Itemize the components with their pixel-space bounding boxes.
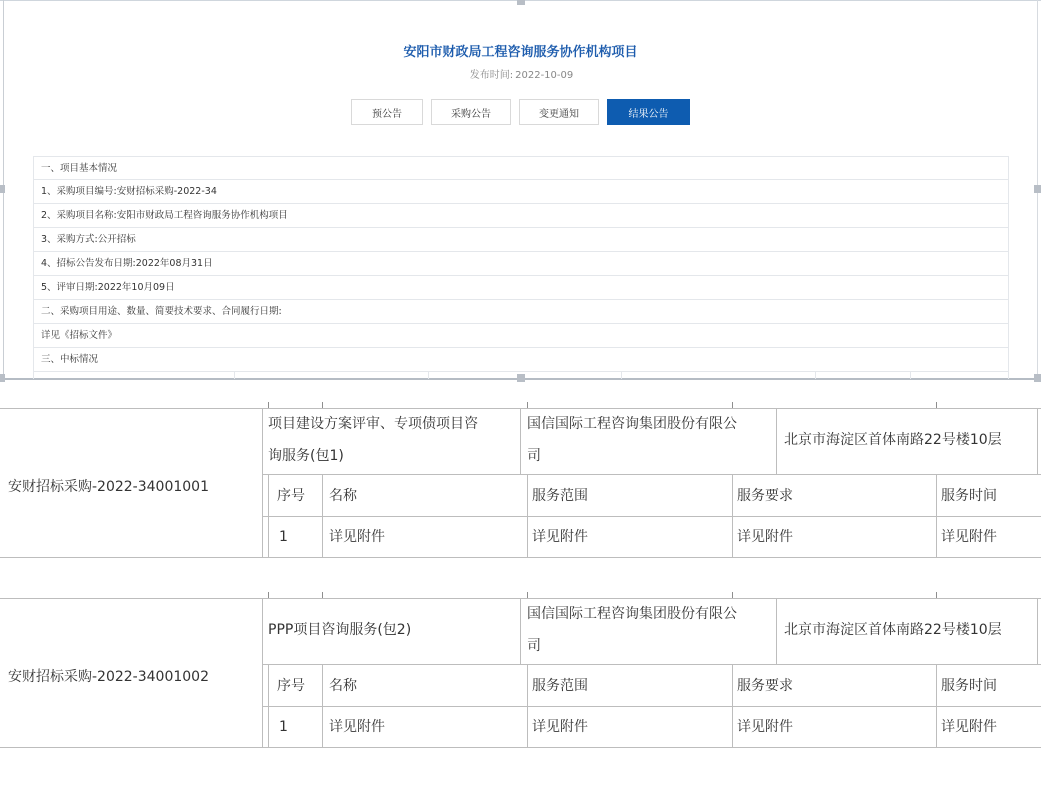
header-seq: 序号 xyxy=(277,678,305,694)
package-block-2 xyxy=(0,570,1041,755)
header-name: 名称 xyxy=(329,488,357,504)
project-name: 项目建设方案评审、专项债项目咨 xyxy=(268,416,478,432)
package-number: 安财招标采购-2022-34001002 xyxy=(8,669,209,685)
row-seq: 1 xyxy=(279,719,288,735)
supplier-name: 国信国际工程咨询集团股份有限公 xyxy=(527,416,737,432)
page-title: 安阳市财政局工程咨询服务协作机构项目 xyxy=(403,45,638,60)
header-seq: 序号 xyxy=(277,488,305,504)
info-row: 详见《招标文件》 xyxy=(33,324,1009,348)
info-row: 2、采购项目名称:安阳市财政局工程咨询服务协作机构项目 xyxy=(33,204,1009,228)
resize-handle-right[interactable] xyxy=(1034,185,1041,193)
supplier-name-cont: 司 xyxy=(527,638,541,654)
tab-result-notice[interactable]: 结果公告 xyxy=(607,99,690,125)
row-requirement: 详见附件 xyxy=(737,529,793,545)
row-name: 详见附件 xyxy=(329,529,385,545)
header-scope: 服务范围 xyxy=(532,488,588,504)
resize-handle-left[interactable] xyxy=(0,185,5,193)
row-name: 详见附件 xyxy=(329,719,385,735)
info-row: 三、中标情况 xyxy=(33,348,1009,372)
header-requirement: 服务要求 xyxy=(737,678,793,694)
tab-procurement-notice[interactable]: 采购公告 xyxy=(431,99,511,125)
notice-tabs xyxy=(351,99,690,125)
info-row: 一、项目基本情况 xyxy=(33,156,1009,180)
project-name: PPP项目咨询服务(包2) xyxy=(268,622,412,638)
supplier-address: 北京市海淀区首体南路22号楼10层 xyxy=(784,622,1002,638)
supplier-address: 北京市海淀区首体南路22号楼10层 xyxy=(784,432,1002,448)
publish-date: 2022-10-09 xyxy=(515,70,574,81)
project-info-table xyxy=(33,156,1009,379)
package-number: 安财招标采购-2022-34001001 xyxy=(8,479,209,495)
row-time: 详见附件 xyxy=(941,529,997,545)
supplier-name-cont: 司 xyxy=(527,448,541,464)
package-block-1 xyxy=(0,380,1041,560)
announcement-panel xyxy=(0,0,1041,380)
header-scope: 服务范围 xyxy=(532,678,588,694)
tab-pre-notice[interactable]: 预公告 xyxy=(351,99,423,125)
tab-change-notice[interactable]: 变更通知 xyxy=(519,99,599,125)
info-row: 5、评审日期:2022年10月09日 xyxy=(33,276,1009,300)
row-time: 详见附件 xyxy=(941,719,997,735)
row-seq: 1 xyxy=(279,529,288,545)
header-time: 服务时间 xyxy=(941,488,997,504)
publish-info xyxy=(0,66,1041,81)
header-time: 服务时间 xyxy=(941,678,997,694)
info-row-cut xyxy=(33,372,1009,379)
row-requirement: 详见附件 xyxy=(737,719,793,735)
info-row: 二、采购项目用途、数量、简要技术要求、合同履行日期: xyxy=(33,300,1009,324)
project-name-cont: 询服务(包1) xyxy=(268,448,344,464)
header-name: 名称 xyxy=(329,678,357,694)
row-scope: 详见附件 xyxy=(532,529,588,545)
info-row: 3、采购方式:公开招标 xyxy=(33,228,1009,252)
info-row: 1、采购项目编号:安财招标采购-2022-34 xyxy=(33,180,1009,204)
resize-handle-top[interactable] xyxy=(517,0,525,5)
header-requirement: 服务要求 xyxy=(737,488,793,504)
row-scope: 详见附件 xyxy=(532,719,588,735)
publish-label: 发布时间: xyxy=(469,70,514,81)
supplier-name: 国信国际工程咨询集团股份有限公 xyxy=(527,606,737,622)
info-row: 4、招标公告发布日期:2022年08月31日 xyxy=(33,252,1009,276)
